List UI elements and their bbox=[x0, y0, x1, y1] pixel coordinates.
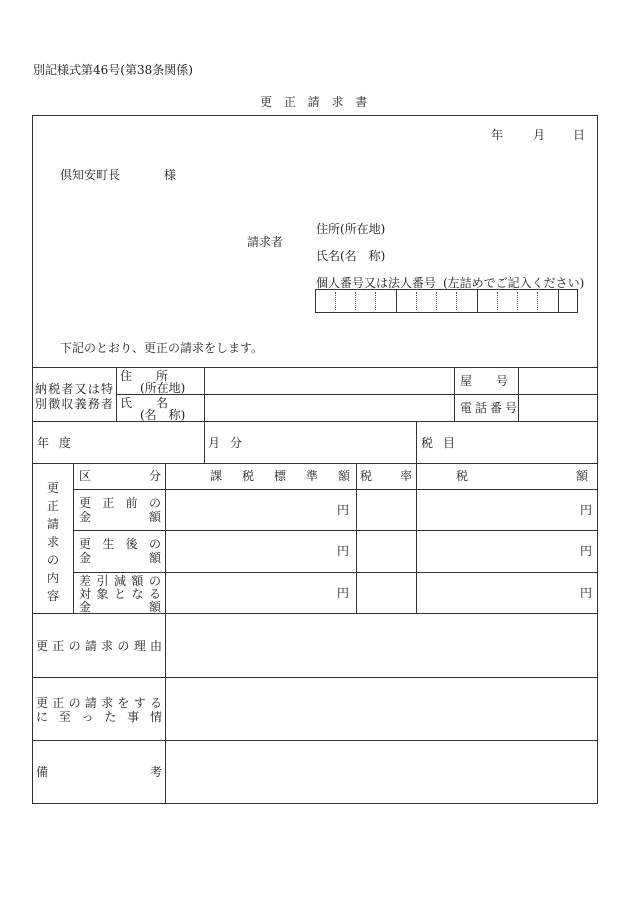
row2-tax-base-field[interactable] bbox=[167, 532, 335, 570]
date-day-label: 日 bbox=[573, 128, 586, 142]
circumstance-field[interactable] bbox=[167, 679, 597, 739]
row3-tax-base-field[interactable] bbox=[167, 574, 335, 612]
fiscal-year-field[interactable] bbox=[75, 422, 203, 462]
row1-tax-base-field[interactable] bbox=[167, 491, 335, 529]
content-side-label: 更正請求の内容 bbox=[46, 481, 59, 603]
intro-text: 下記のとおり、更正の請求をします。 bbox=[60, 341, 264, 355]
remarks-field[interactable] bbox=[167, 742, 597, 803]
header-category: 区 分 bbox=[79, 469, 161, 483]
requester-number-label: 個人番号又は法人番号 bbox=[316, 276, 437, 290]
header-tax-rate: 税 率 bbox=[360, 469, 412, 483]
circumstance-label-line2: に 至 っ た 事 情 bbox=[36, 710, 162, 724]
requester-name-label: 氏名(名 称) bbox=[316, 249, 386, 263]
row2-label-line1: 更 生 後 の bbox=[79, 537, 161, 551]
taxpayer-name-field[interactable] bbox=[205, 395, 453, 420]
date-year-field[interactable] bbox=[450, 125, 490, 143]
taxpayer-name-label: 氏 名 bbox=[120, 396, 169, 410]
addressee-name: 倶知安町長 bbox=[60, 168, 121, 182]
fiscal-year-label: 年 度 bbox=[37, 436, 71, 450]
taxpayer-address-sub: (所在地) bbox=[140, 381, 186, 395]
taxpayer-address-field[interactable] bbox=[205, 368, 453, 393]
taxpayer-name-sub: (名 称) bbox=[140, 408, 186, 422]
row1-tax-amount-field[interactable] bbox=[418, 491, 578, 529]
row3-label-line2: 対 象 と な る bbox=[79, 587, 161, 601]
date-month-label: 月 bbox=[533, 128, 546, 142]
circumstance-label-line1: 更 正 の 請 求 を す る bbox=[36, 696, 162, 710]
row1-label-line1: 更 正 前 の bbox=[79, 496, 161, 510]
row2-label-line2: 金 額 bbox=[79, 551, 161, 565]
remarks-label: 備 考 bbox=[36, 765, 162, 779]
form-number: 別記様式第46号(第38条関係) bbox=[33, 63, 193, 77]
shop-name-field[interactable] bbox=[519, 368, 597, 393]
row3-label-line3: 金 額 bbox=[79, 600, 161, 614]
date-month-field[interactable] bbox=[503, 125, 531, 143]
taxpayer-label-line1: 納 税 者 又 は 特 bbox=[35, 382, 113, 396]
row3-base-unit: 円 bbox=[337, 586, 350, 600]
tax-item-label: 税 目 bbox=[421, 436, 455, 450]
month-label: 月 分 bbox=[208, 436, 242, 450]
date-year-label: 年 bbox=[491, 128, 504, 142]
taxpayer-label-line2: 別 徴 収 義 務 者 bbox=[35, 397, 113, 411]
month-field[interactable] bbox=[246, 422, 415, 462]
header-tax-base: 課 税 標 準 額 bbox=[210, 469, 350, 483]
requester-address-label: 住所(所在地) bbox=[316, 222, 386, 236]
row3-label-line1: 差 引 減 額 の bbox=[79, 574, 161, 588]
requester-label: 請求者 bbox=[247, 235, 284, 249]
row2-tax-amount-field[interactable] bbox=[418, 532, 578, 570]
row1-base-unit: 円 bbox=[337, 503, 350, 517]
header-tax-amount: 税 額 bbox=[456, 469, 588, 483]
phone-label: 電話番号 bbox=[460, 401, 521, 415]
tax-item-field[interactable] bbox=[459, 422, 597, 462]
form-title: 更 正 請 求 書 bbox=[260, 95, 372, 109]
row3-tax-amount-field[interactable] bbox=[418, 574, 578, 612]
shop-name-label: 屋 号 bbox=[460, 374, 509, 388]
reason-label: 更 正 の 請 求 の 理 由 bbox=[36, 639, 162, 653]
requester-address-field[interactable] bbox=[392, 219, 582, 237]
row1-label-line2: 金 額 bbox=[79, 510, 161, 524]
phone-field[interactable] bbox=[519, 395, 597, 420]
row1-amount-unit: 円 bbox=[580, 503, 593, 517]
row2-base-unit: 円 bbox=[337, 544, 350, 558]
addressee-honorific: 様 bbox=[164, 168, 177, 182]
row3-amount-unit: 円 bbox=[580, 586, 593, 600]
reason-field[interactable] bbox=[167, 615, 597, 676]
row2-tax-rate-field[interactable] bbox=[358, 532, 414, 570]
row1-tax-rate-field[interactable] bbox=[358, 491, 414, 529]
taxpayer-address-label: 住 所 bbox=[120, 369, 169, 383]
requester-number-note: (左詰めでご記入ください) bbox=[443, 276, 585, 290]
requester-name-field[interactable] bbox=[392, 246, 582, 264]
row3-tax-rate-field[interactable] bbox=[358, 574, 414, 612]
date-day-field[interactable] bbox=[545, 125, 571, 143]
row2-amount-unit: 円 bbox=[580, 544, 593, 558]
